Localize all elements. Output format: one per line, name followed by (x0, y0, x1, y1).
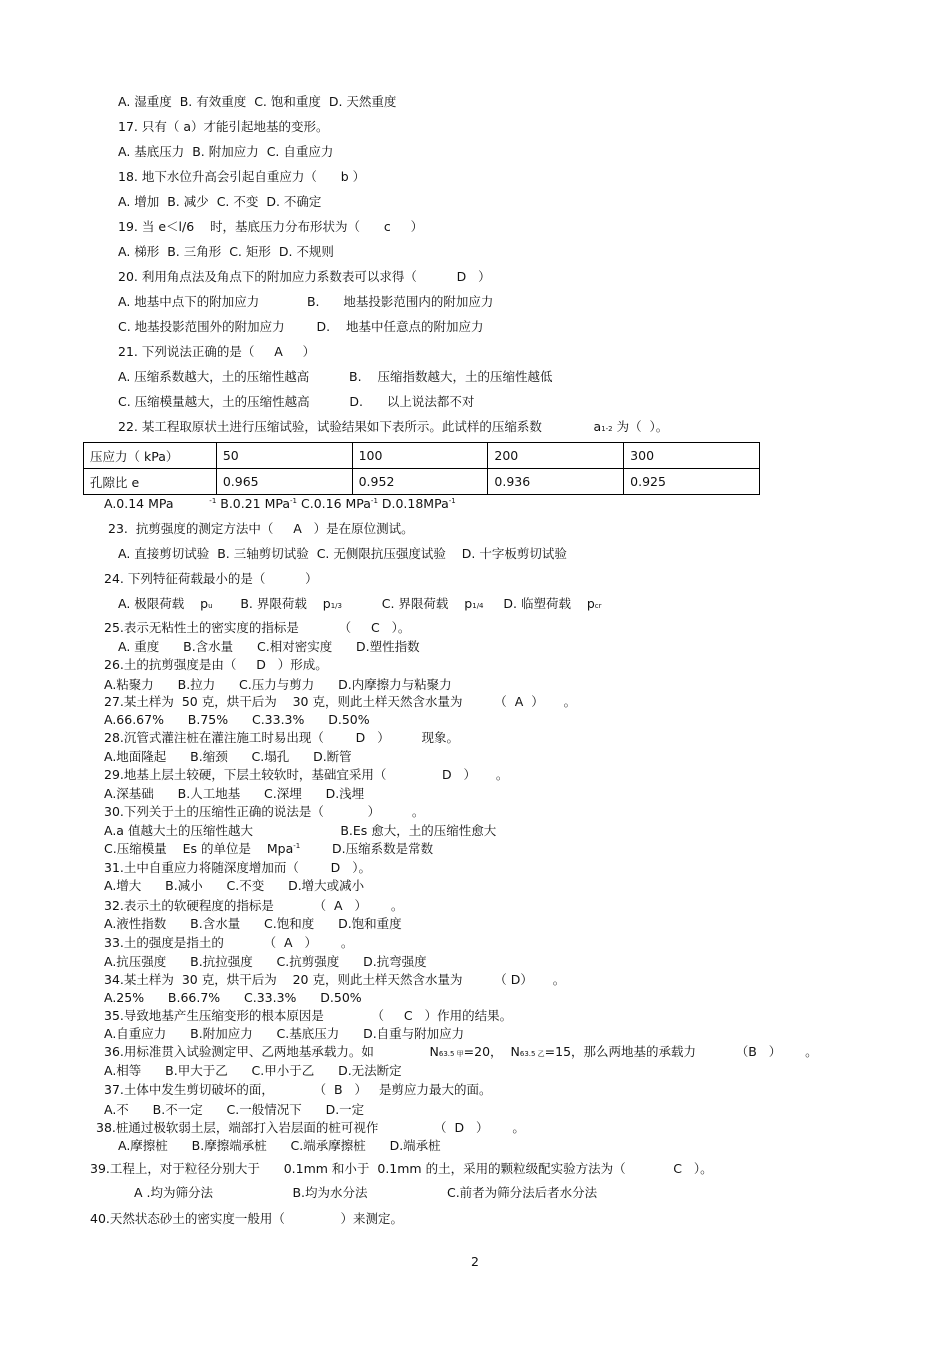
compression-test-table (83, 442, 760, 495)
q17-question: 17. 只有（ a）才能引起地基的变形。 (118, 119, 329, 134)
subscript: 1/3 (330, 602, 342, 610)
q33-options: A.抗压强度 B.抗拉强度 C.抗剪强度 D.抗弯强度 (104, 954, 427, 969)
q36-text-mid: =20， N (463, 1044, 520, 1059)
q28-question: 28.沉管式灌注桩在灌注施工时易出现（ D ） 现象。 (104, 730, 459, 745)
table-cell: 100 (352, 443, 488, 469)
q34-question: 34.某土样为 30 克，烘干后为 20 克，则此土样天然含水量为 （ D） 。 (104, 972, 566, 987)
q24-opt-a: A. 极限荷载 p (118, 596, 209, 611)
table-cell: 0.936 (488, 469, 624, 495)
q21-options-ab: A. 压缩系数越大，土的压缩性越高 B. 压缩指数越大，土的压缩性越低 (118, 369, 553, 384)
table-cell: 0.952 (352, 469, 488, 495)
q18-options: A. 增加 B. 减少 C. 不变 D. 不确定 (118, 194, 322, 209)
table-row (84, 443, 760, 469)
q34-options: A.25% B.66.7% C.33.3% D.50% (104, 990, 362, 1005)
q29-options: A.深基础 B.人工地基 C.深埋 D.浅埋 (104, 786, 365, 801)
q30-options-cd (104, 841, 433, 857)
q28-options: A.地面隆起 B.缩颈 C.塌孔 D.断管 (104, 749, 352, 764)
q24-question: 24. 下列特征荷载最小的是（ ） (104, 571, 318, 586)
subscript: 1/4 (472, 602, 484, 610)
unit-exponent: -1 (290, 496, 298, 505)
q23-question: 23. 抗剪强度的测定方法中（ A ）是在原位测试。 (108, 521, 414, 536)
q31-options: A.增大 B.减小 C.不变 D.增大或减小 (104, 878, 365, 893)
unit-exponent: -1 (448, 496, 456, 505)
subscript: 63.5 乙 (519, 1050, 545, 1058)
q22-options (104, 496, 456, 512)
q16-options: A. 湿重度 B. 有效重度 C. 饱和重度 D. 天然重度 (118, 94, 397, 109)
q24-opt-c: C. 界限荷载 p (341, 596, 473, 611)
subscript: cr (594, 602, 602, 610)
page-number: 2 (471, 1254, 479, 1269)
table-cell: 200 (488, 443, 624, 469)
q35-question: 35.导致地基产生压缩变形的根本原因是 （ C ）作用的结果。 (104, 1008, 513, 1023)
table-cell: 300 (624, 443, 760, 469)
q26-options: A.粘聚力 B.拉力 C.压力与剪力 D.内摩擦力与粘聚力 (104, 677, 452, 692)
q22-tail: 为（ ）。 (612, 419, 669, 434)
q30-options-ab: A.a 值越大土的压缩性越大 B.Es 愈大，土的压缩性愈大 (104, 823, 497, 838)
q30-opt-d: D.压缩系数是常数 (300, 841, 434, 856)
q36-options: A.相等 B.甲大于乙 C.甲小于乙 D.无法断定 (104, 1063, 402, 1078)
q23-options: A. 直接剪切试验 B. 三轴剪切试验 C. 无侧限抗压强度试验 D. 十字板剪切试验 (118, 546, 567, 561)
q19-question: 19. 当 e＜l/6 时，基底压力分布形状为（ c ） (118, 219, 424, 234)
q38-question: 38.桩通过极软弱土层，端部打入岩层面的桩可视作 （ D ） 。 (96, 1120, 525, 1135)
q39-options: A .均为筛分法 B.均为水分法 C.前者为筛分法后者水分法 (134, 1185, 598, 1200)
q30-opt-c: C.压缩模量 Es 的单位是 Mpa (104, 841, 294, 856)
q40-question: 40.天然状态砂土的密实度一般用（ ）来测定。 (90, 1211, 404, 1226)
q20-question: 20. 利用角点法及角点下的附加应力系数表可以求得（ D ） (118, 269, 491, 284)
q20-options-ab: A. 地基中点下的附加应力 B. 地基投影范围内的附加应力 (118, 294, 494, 309)
q29-question: 29.地基上层土较硬，下层土较软时，基础宜采用（ D ） 。 (104, 767, 509, 782)
q35-options: A.自重应力 B.附加应力 C.基底压力 D.自重与附加应力 (104, 1026, 465, 1041)
q36-text: 36.用标准贯入试验测定甲、乙两地基承载力。如 N (104, 1044, 439, 1059)
q22-symbol: a (593, 419, 602, 434)
q25-options: A. 重度 B.含水量 C.相对密实度 D.塑性指数 (118, 639, 420, 654)
q22-opt-d: D.0.18MPa (377, 496, 449, 511)
q18-question: 18. 地下水位升高会引起自重应力（ b ） (118, 169, 366, 184)
q24-opt-b: B. 界限荷载 p (212, 596, 331, 611)
q21-options-cd: C. 压缩模量越大，土的压缩性越高 D. 以上说法都不对 (118, 394, 475, 409)
q38-options: A.摩擦桩 B.摩擦端承桩 C.端承摩擦桩 D.端承桩 (118, 1138, 441, 1153)
table-cell: 50 (216, 443, 352, 469)
q22-opt-c: C.0.16 MPa (297, 496, 371, 511)
table-cell: 0.965 (216, 469, 352, 495)
q37-question: 37.土体中发生剪切破坏的面， （ B ） 是剪应力最大的面。 (104, 1082, 492, 1097)
unit-exponent: -1 (293, 841, 301, 850)
q32-question: 32.表示土的软硬程度的指标是 （ A ） 。 (104, 898, 404, 913)
q32-options: A.液性指数 B.含水量 C.饱和度 D.饱和重度 (104, 916, 402, 931)
table-header-label: 压应力（ kPa） (84, 443, 217, 469)
q33-question: 33.土的强度是指土的 （ A ） 。 (104, 935, 354, 950)
q22-text: 22. 某工程取原状土进行压缩试验，试验结果如下表所示。此试样的压缩系数 (118, 419, 542, 434)
q24-options (118, 596, 602, 614)
q24-opt-d: D. 临塑荷载 p (483, 596, 595, 611)
q22-opt-b: B.0.21 MPa (216, 496, 291, 511)
q22-question (118, 419, 668, 437)
subscript: u (208, 602, 213, 610)
table-row (84, 469, 760, 495)
q20-options-cd: C. 地基投影范围外的附加应力 D. 地基中任意点的附加应力 (118, 319, 484, 334)
q27-question: 27.某土样为 50 克，烘干后为 30 克，则此土样天然含水量为 （ A ） 。 (104, 694, 577, 709)
q36-question (104, 1044, 818, 1062)
q25-question: 25.表示无粘性土的密实度的指标是 （ C ）。 (104, 620, 411, 635)
table-row-label: 孔隙比 e (84, 469, 217, 495)
q27-options: A.66.67% B.75% C.33.3% D.50% (104, 712, 370, 727)
q22-opt-a: A.0.14 MPa (104, 496, 174, 511)
q26-question: 26.土的抗剪强度是由（ D ）形成。 (104, 657, 328, 672)
q30-question: 30.下列关于土的压缩性正确的说法是（ ） 。 (104, 804, 425, 819)
q22-symbol-sub: 1-2 (601, 425, 613, 433)
q19-options: A. 梯形 B. 三角形 C. 矩形 D. 不规则 (118, 244, 334, 259)
unit-exponent: -1 (370, 496, 378, 505)
q17-options: A. 基底压力 B. 附加应力 C. 自重应力 (118, 144, 334, 159)
q39-question: 39.工程上，对于粒径分别大于 0.1mm 和小于 0.1mm 的土，采用的颗粒级配实验方法为（ C ）。 (90, 1161, 713, 1176)
q36-text-tail: =15，那么两地基的承载力 （B ） 。 (544, 1044, 818, 1059)
table-cell: 0.925 (624, 469, 760, 495)
q37-options: A.不 B.不一定 C.一般情况下 D.一定 (104, 1102, 365, 1117)
q21-question: 21. 下列说法正确的是（ A ） (118, 344, 316, 359)
q31-question: 31.土中自重应力将随深度增加而（ D ）。 (104, 860, 371, 875)
subscript: 63.5 甲 (438, 1050, 464, 1058)
unit-exponent: -1 (209, 496, 217, 505)
